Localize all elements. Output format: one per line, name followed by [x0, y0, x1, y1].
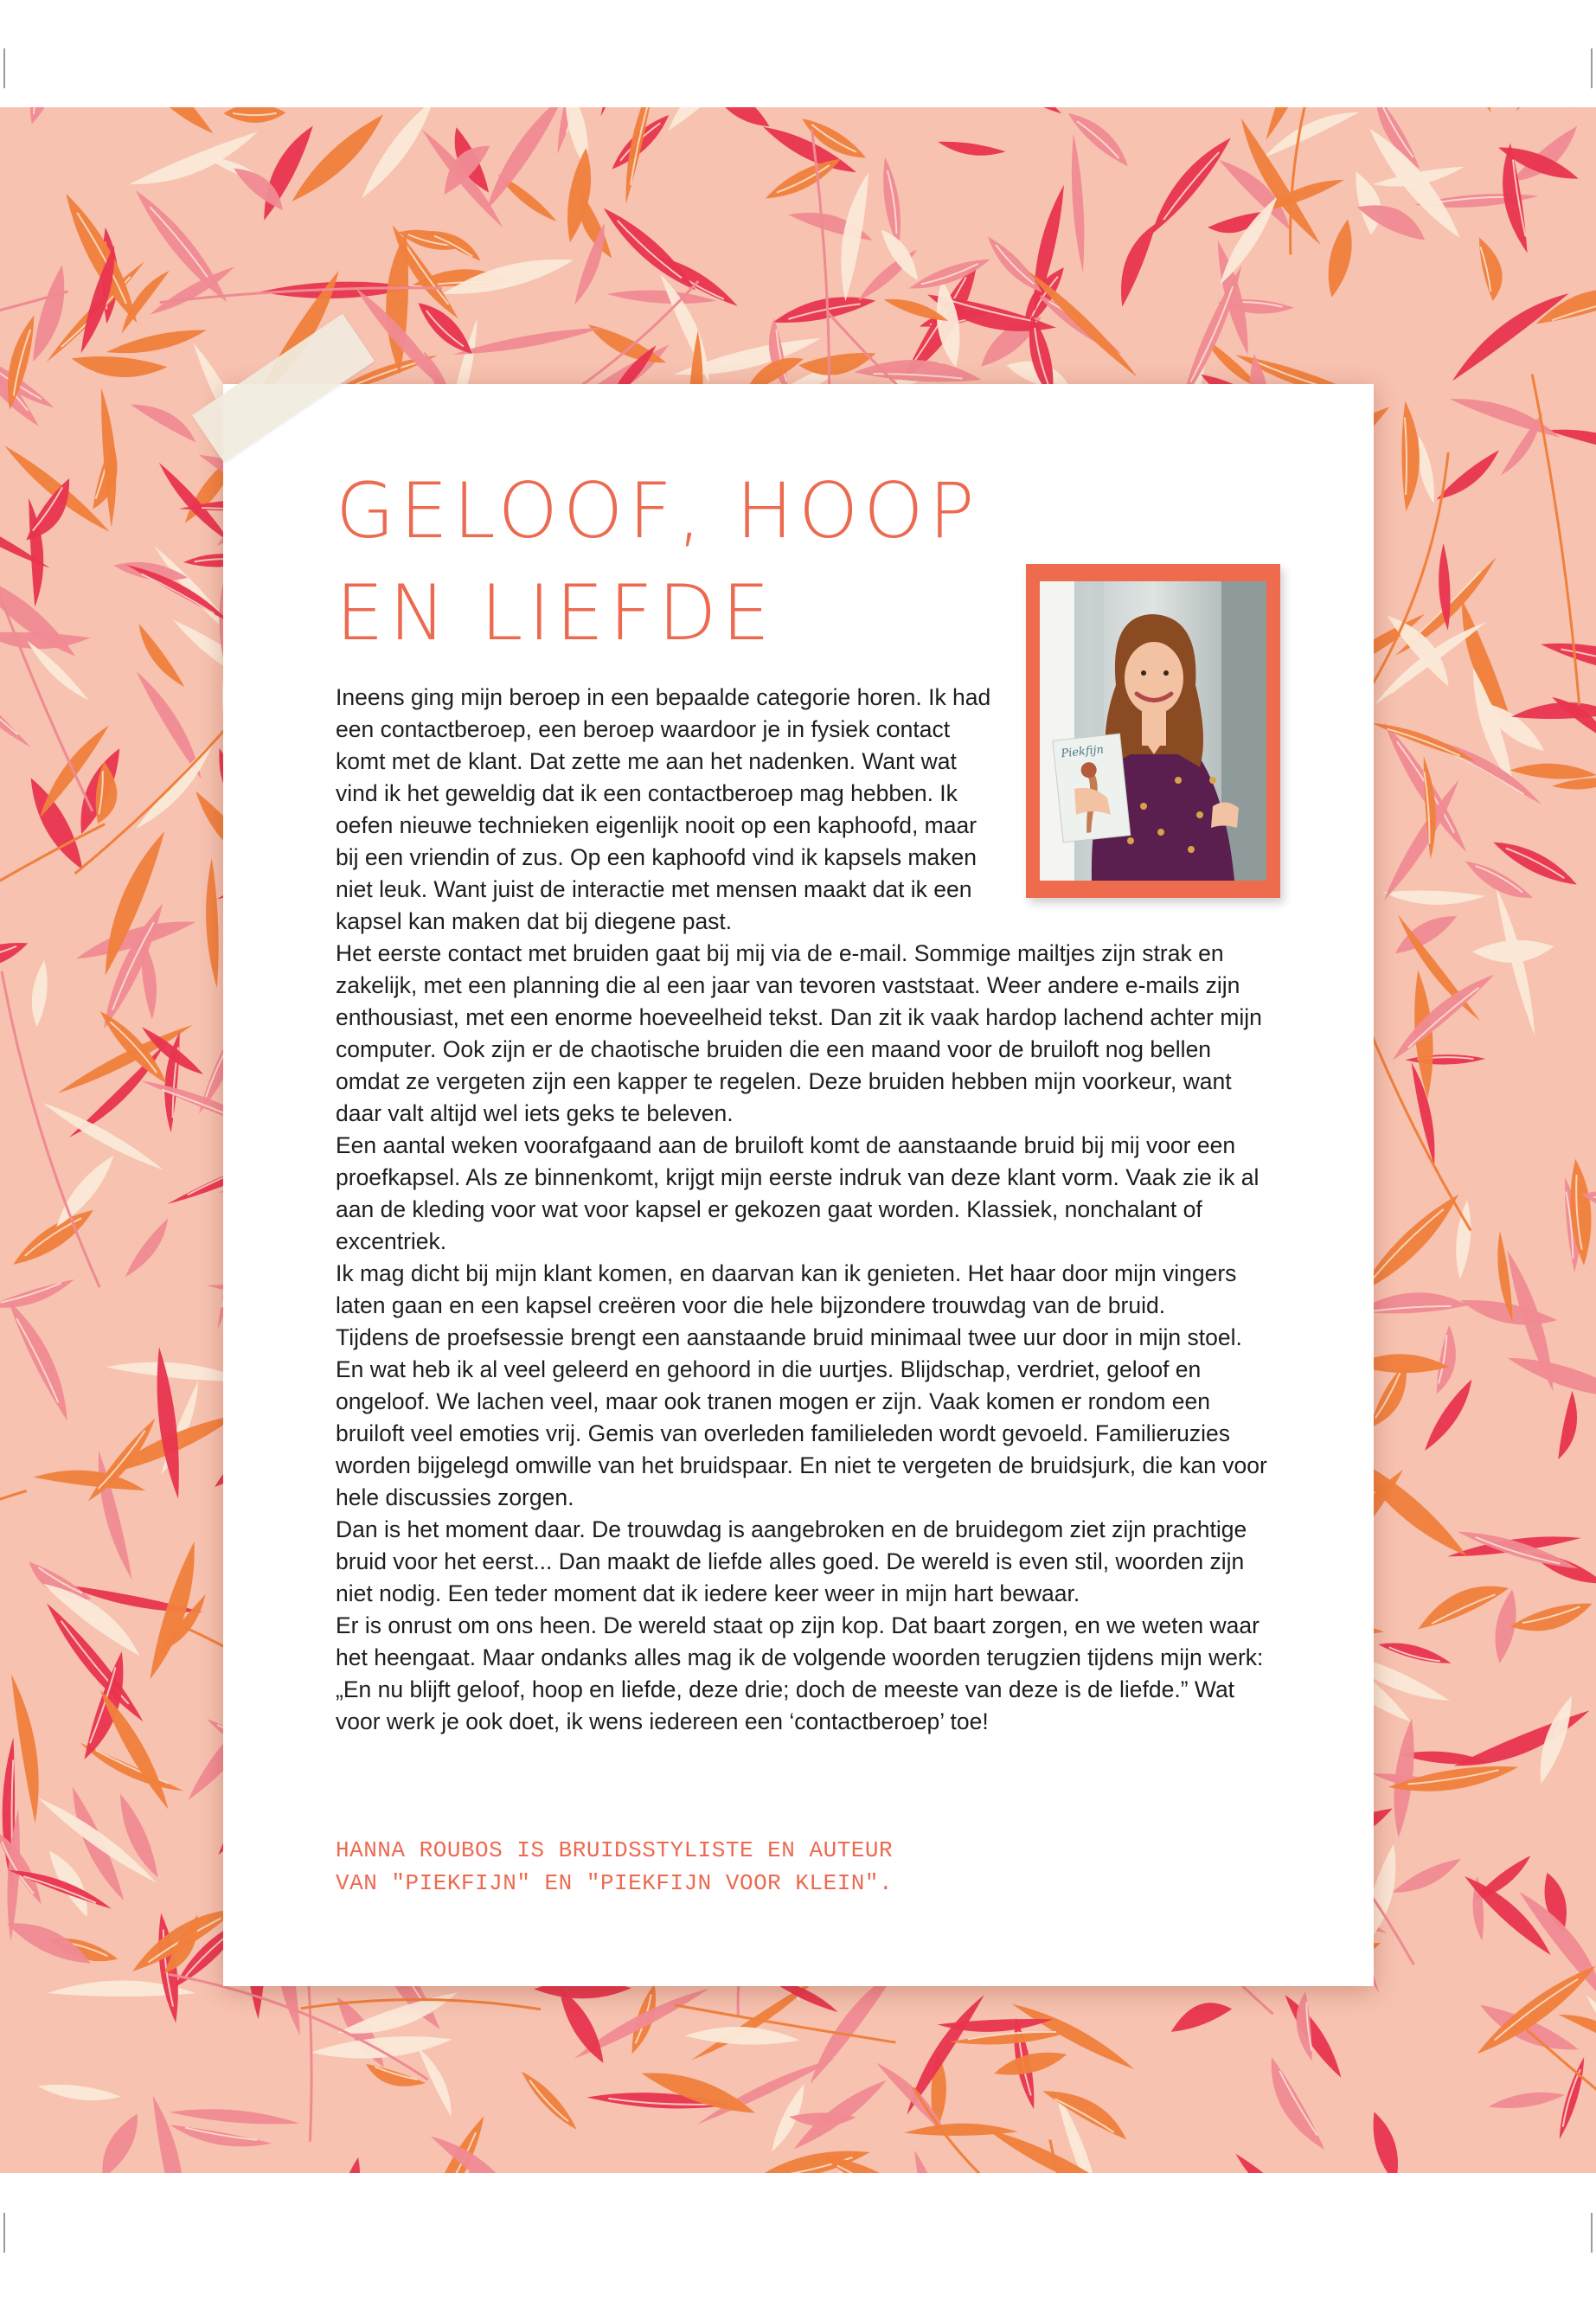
title-line-2: EN LIEFDE [336, 568, 775, 657]
leaf-shape [1450, 383, 1563, 446]
leaf-shape [875, 156, 909, 248]
leaf-shape [1440, 287, 1578, 381]
leaf-shape [1509, 1599, 1596, 1638]
leaf-shape [125, 131, 265, 192]
leaf-shape [515, 2068, 584, 2131]
author-credit-line-1: HANNA ROUBOS IS BRUIDSSTYLISTE EN AUTEUR [336, 1837, 894, 1863]
leaf-shape [101, 388, 118, 527]
paragraph-4: Ik mag dicht bij mijn klant komen, en daarvan kan ik genieten. Het haar door mijn vingers laten gaan en een kapsel creëren voor die hele bijzondere trouwdag van de bruid. [336, 1260, 1237, 1318]
leaf-shape [418, 2043, 456, 2120]
leaf-shape [1514, 107, 1570, 117]
crop-mark-bottom-left [3, 2213, 5, 2253]
leaf-shape [965, 107, 1067, 117]
leaf-shape [118, 107, 214, 149]
leaf-shape [326, 2156, 370, 2173]
leaf-shape [1066, 133, 1090, 273]
leaf-shape [595, 203, 704, 295]
leaf-shape [98, 2108, 142, 2173]
leaf-shape [907, 251, 993, 298]
leaf-shape [0, 937, 31, 975]
crop-mark-bottom-right [1591, 2213, 1593, 2253]
leaf-shape [169, 2105, 300, 2128]
leaf-shape [126, 186, 238, 305]
leaf-shape [125, 1212, 170, 1285]
leaf-shape [826, 170, 879, 302]
leaf-shape [84, 1416, 163, 1506]
leaf-shape [11, 1673, 42, 1824]
leaf-shape [1363, 2109, 1408, 2173]
leaf-shape [29, 960, 51, 1028]
paragraph-2: Het eerste contact met bruiden gaat bij mij via de e-mail. Sommige mailtjes zijn strak en zakelijk, met een planning die al een jaar van tevoren vaststaat. Weer andere e-mails zijn enthousiast, met een enorme hoeveelheid tekst. Dan zit ik vaak hardop lachend achter mijn computer. Ook zijn er de chaotische bruiden die een maand voor de bruiloft nog bellen omdat ze vergeten zijn een kapper te regelen. Deze bruiden hebben mijn voorkeur, want daar valt altijd wel iets geks te beleven. [336, 940, 1262, 1126]
leaf-shape [131, 389, 200, 453]
paragraph-1: Ineens ging mijn beroep in een bepaalde categorie horen. Ik had een contactberoep, een beroep waardoor je in fysiek contact komt met de klant. Dat zette me aan het nadenken. Want wat vind ik het geweldig dat ik een contactberoep mag hebben. Ik oefen nieuwe technieken eigenlijk nooit op een kaphoofd, maar bij een vriendin of zus. Op een kaphoofd vind ik kapsels maken niet leuk. Want juist de interactie met mensen maakt dat ik een kapsel kan maken dat bij diegene past. [336, 684, 991, 934]
leaf-shape [1168, 1999, 1234, 2032]
leaf-shape [25, 264, 78, 366]
article-title [336, 460, 1028, 664]
paragraph-6: Dan is het moment daar. De trouwdag is aangebroken en de bruidegom ziet zijn prachtige bruid voor het eerst... Dan maakt de liefde alles goed. De wereld is even stil, woorden zijn niet nodig. Een teder moment dat ik iedere keer weer in mijn hart bewaar. [336, 1516, 1247, 1606]
leaf-shape [1546, 413, 1596, 471]
paragraph-3: Een aantal weken voorafgaand aan de bruiloft komt de aanstaande bruid bij mij voor een proefkapsel. Als ze binnenkomt, krijgt mijn eerste indruk van deze klant vorm. Vaak zie ik al aan de kleding voor wat voor kapsel er gekozen gaat worden. Klassiek, nonchalant of excentriek. [336, 1132, 1259, 1254]
leaf-shape [1377, 1642, 1452, 1663]
crop-mark-top-left [3, 48, 5, 88]
leaf-shape [1273, 1992, 1354, 2079]
leaf-shape [1390, 1854, 1465, 1900]
leaf-shape [222, 107, 286, 127]
leaf-shape [606, 289, 717, 304]
leaf-shape [248, 120, 322, 221]
author-credit-line-2: VAN "PIEKFIJN" EN "PIEKFIJN VOOR KLEIN". [336, 1870, 894, 1896]
leaf-shape [1042, 2073, 1131, 2151]
leaf-shape [1103, 220, 1168, 307]
leaf-shape [1424, 1374, 1475, 1458]
leaf-shape [871, 227, 930, 281]
leaf-shape [36, 2081, 121, 2105]
leaf-shape [1539, 633, 1596, 685]
leaf-shape [914, 2149, 945, 2173]
leaf-shape [1477, 237, 1503, 301]
leaf-shape [1356, 171, 1381, 235]
leaf-shape [1215, 191, 1281, 290]
leaf-shape [1546, 1391, 1590, 1462]
leaf-shape [1559, 1998, 1596, 2062]
leaf-shape [0, 493, 52, 574]
leaf-shape [1487, 2086, 1566, 2114]
leaf-shape [1263, 2051, 1324, 2158]
title-line-1: GELOOF, HOOP [336, 466, 980, 555]
leaf-shape [10, 1197, 97, 1277]
leaf-shape [1226, 2154, 1313, 2173]
leaf-shape [7, 1293, 75, 1425]
paragraph-5: Tijdens de proefsessie brengt een aanstaande bruid minimaal twee uur door in mijn stoel. En wat heb ik al veel geleerd en gehoord in die uurtjes. Blijdschap, verdriet, geloof en ongeloof. We lachen veel, maar ook tranen mogen er zijn. Vaak komen er rondom een bruiloft veel emoties vrij. Gemis van overleden familieleden wordt gevoeld. Familieruzies worden bijgelegd omwille van het bruidspaar. En niet te vergeten de bruidsjurk, die kan voor hele discussies zorgen. [336, 1324, 1267, 1510]
leaf-shape [0, 660, 31, 755]
leaf-shape [701, 107, 775, 135]
book-cover-title: Piekfijn [1060, 743, 1105, 761]
leaf-shape [1527, 107, 1574, 112]
leaf-shape [70, 349, 168, 385]
leaf-shape [1509, 762, 1596, 780]
leaf-shape [1434, 107, 1504, 112]
leaf-shape [1471, 937, 1555, 966]
leaf-shape [1405, 1050, 1485, 1068]
leaf-shape [1579, 1993, 1596, 2073]
leaf-shape [1327, 219, 1353, 298]
paragraph-7: Er is onrust om ons heen. De wereld staat op zijn kop. Dat baart zorgen, en we weten waar het heengaat. Maar ondanks alles mag ik de volgende woorden terugzien tijdens mijn werk: „En nu blijft geloof, hoop en liefde, deze drie; doch de meeste van deze is de liefde.” Wat voor werk je ook doet, ik wens iedereen een ‘contactberoep’ toe! [336, 1612, 1264, 1734]
leaf-shape [638, 2063, 760, 2120]
leaf-shape [205, 858, 220, 989]
crop-mark-top-right [1591, 48, 1593, 88]
leaf-shape [771, 289, 877, 329]
leaf-shape [1433, 449, 1507, 505]
leaf-shape [1382, 884, 1486, 910]
author-credit [336, 1834, 1114, 1900]
article-body [336, 682, 1270, 1738]
leaf-shape [134, 619, 185, 695]
leaf-shape [937, 136, 1006, 162]
leaf-shape [29, 107, 53, 125]
leaf-shape [1450, 1710, 1596, 1773]
leaf-shape [1394, 1718, 1415, 1837]
leaf-shape [290, 107, 388, 215]
leaf-shape [684, 2024, 800, 2048]
leaf-shape [153, 2093, 189, 2173]
leaf-stem [0, 1484, 27, 1571]
